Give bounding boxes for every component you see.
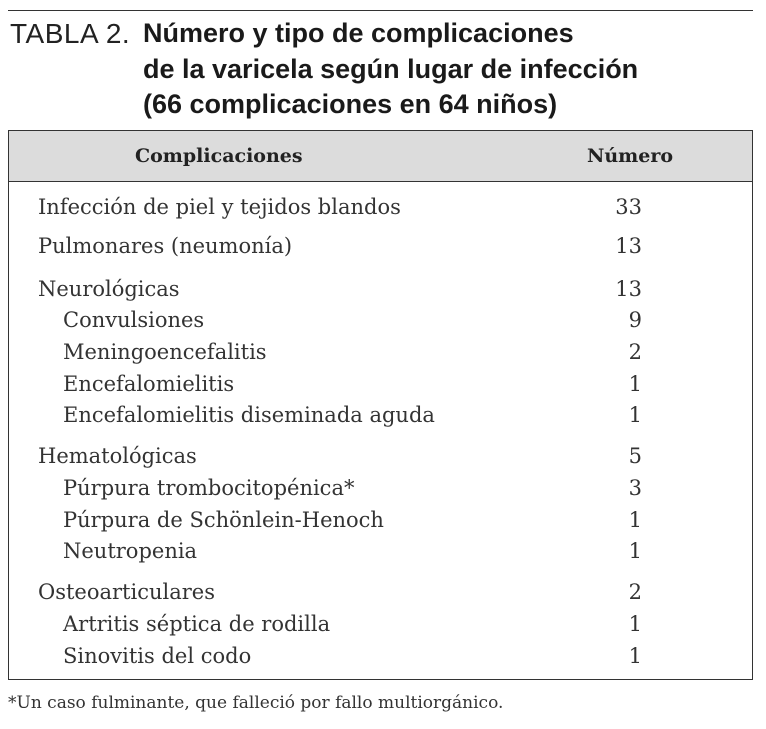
footnote: *Un caso fulminante, que falleció por fallo multiorgánico. bbox=[8, 693, 504, 713]
table-row bbox=[9, 508, 752, 538]
row-value: 5 bbox=[628, 444, 642, 468]
row-label: Meningoencefalitis bbox=[63, 340, 267, 364]
row-value: 9 bbox=[628, 308, 642, 332]
table-label: TABLA 2. bbox=[10, 18, 131, 49]
row-label: Púrpura trombocitopénica* bbox=[63, 476, 355, 500]
table-row bbox=[9, 308, 752, 338]
row-value: 2 bbox=[628, 340, 642, 364]
table-title-line-1: Número y tipo de complicaciones bbox=[143, 18, 574, 48]
row-value: 13 bbox=[615, 234, 642, 258]
complications-table bbox=[8, 130, 753, 680]
row-value: 13 bbox=[615, 277, 642, 301]
row-value: 1 bbox=[628, 612, 642, 636]
row-value: 2 bbox=[628, 580, 642, 604]
table-row bbox=[9, 612, 752, 642]
table-row bbox=[9, 340, 752, 370]
row-label: Infección de piel y tejidos blandos bbox=[38, 195, 401, 219]
table-row bbox=[9, 444, 752, 474]
row-label: Hematológicas bbox=[38, 444, 197, 468]
table-row bbox=[9, 644, 752, 674]
row-value: 1 bbox=[628, 372, 642, 396]
row-label: Sinovitis del codo bbox=[63, 644, 252, 668]
table-title-line-2: de la varicela según lugar de infección bbox=[143, 54, 639, 84]
header-complications: Complicaciones bbox=[135, 145, 303, 167]
table-row bbox=[9, 539, 752, 569]
table-row bbox=[9, 476, 752, 506]
table-row bbox=[9, 372, 752, 402]
row-value: 3 bbox=[628, 476, 642, 500]
table-row bbox=[9, 277, 752, 307]
row-label: Convulsiones bbox=[63, 308, 205, 332]
row-value: 1 bbox=[628, 644, 642, 668]
row-label: Neutropenia bbox=[63, 539, 198, 563]
table-header bbox=[9, 131, 752, 182]
row-value: 33 bbox=[615, 195, 642, 219]
table-row bbox=[9, 195, 752, 225]
row-label: Púrpura de Schönlein-Henoch bbox=[63, 508, 384, 532]
table-row bbox=[9, 234, 752, 264]
header-number: Número bbox=[587, 145, 674, 167]
row-value: 1 bbox=[628, 508, 642, 532]
row-value: 1 bbox=[628, 403, 642, 427]
table-row bbox=[9, 403, 752, 433]
row-label: Encefalomielitis bbox=[63, 372, 235, 396]
row-value: 1 bbox=[628, 539, 642, 563]
table-row bbox=[9, 580, 752, 610]
table-title-line-3: (66 complicaciones en 64 niños) bbox=[143, 89, 558, 119]
row-label: Artritis séptica de rodilla bbox=[63, 612, 331, 636]
row-label: Neurológicas bbox=[38, 277, 180, 301]
row-label: Encefalomielitis diseminada aguda bbox=[63, 403, 435, 427]
row-label: Osteoarticulares bbox=[38, 580, 215, 604]
row-label: Pulmonares (neumonía) bbox=[38, 234, 293, 258]
top-rule bbox=[8, 10, 753, 11]
